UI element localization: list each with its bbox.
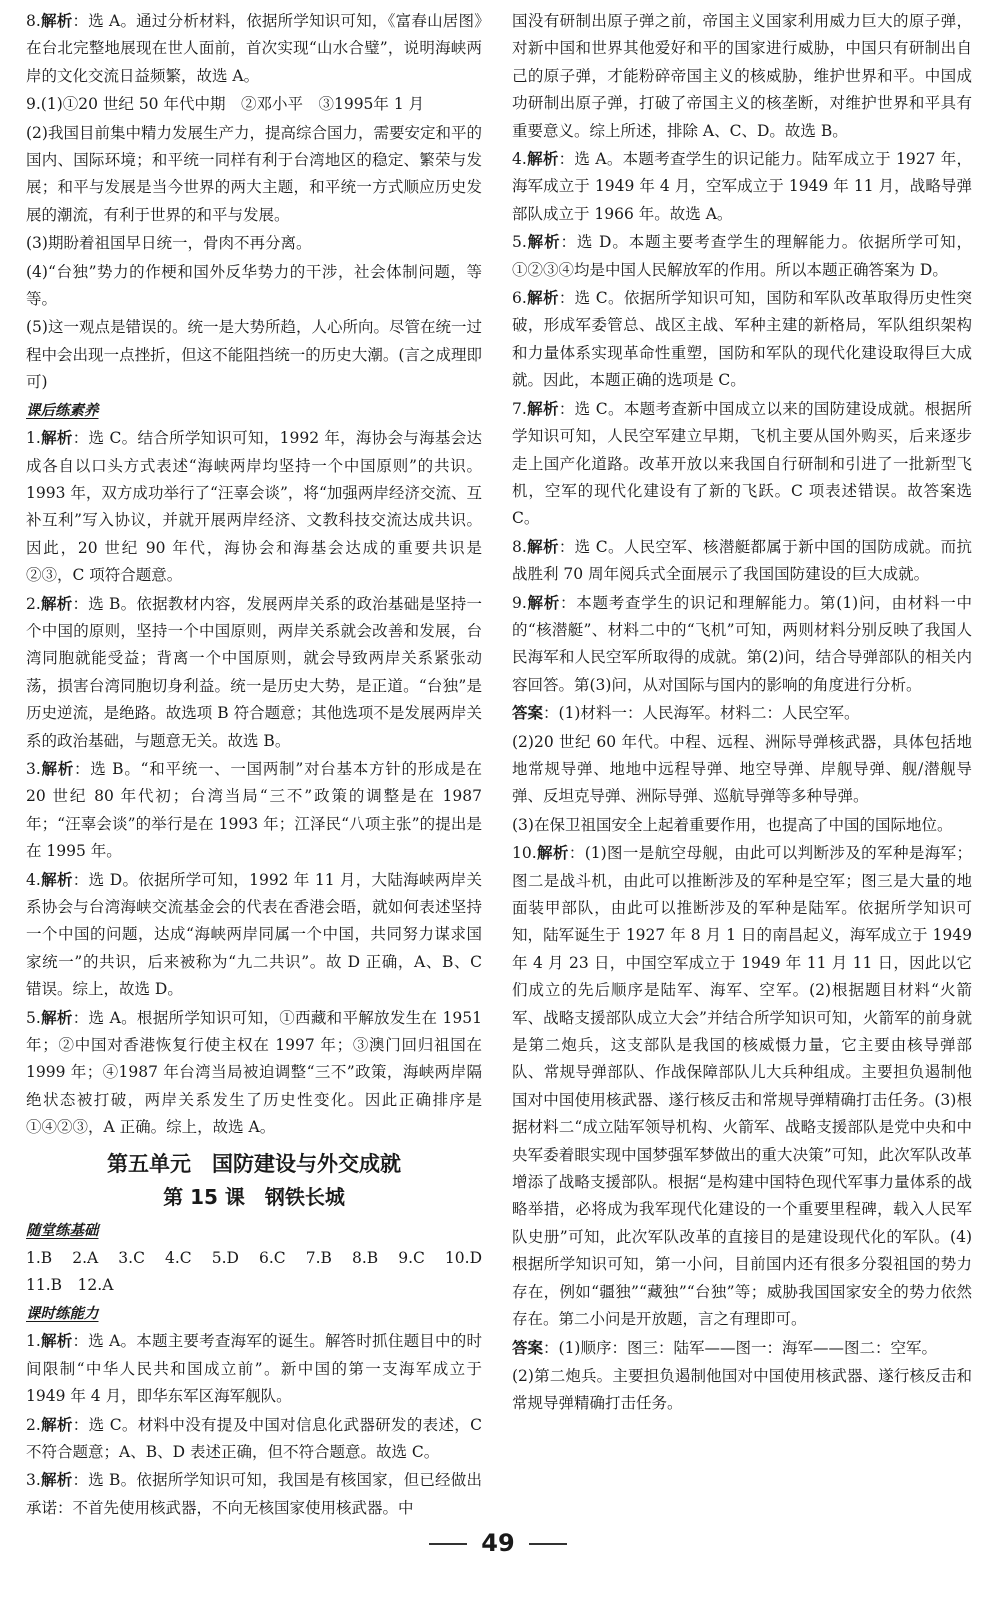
- answer-keyword: 解析: [526, 537, 559, 556]
- answer-paragraph: [26, 314, 482, 396]
- answer-keyword: 解析: [40, 12, 73, 30]
- answer-text: ：选 C。依据所学知识可知，国防和军队改革取得历史性突破，形成军委管总、战区主战、军种主建的新格局，军队组织架构和力量体系实现革命性重塑，国防和军队的现代化建设取得巨大成就。因此，本题正确的选项是 C。: [512, 289, 972, 390]
- question-number: 1.: [26, 429, 41, 448]
- answer-paragraph: [512, 285, 972, 395]
- answer-text: ：(1)图一是航空母舰，由此可以判断涉及的军种是海军；图二是战斗机，由此可以推断涉及的军种是空军；图三是大量的地面装甲部队，由此可以推断涉及的军种是陆军。依据所学知识可知，陆军诞生于 1927 年 8 月 1 日的南昌起义，海军成立于 1949 年 4 月 23 日，中国空军成立于 1949 年 11 月 11 日，因此以它们成立的先后顺序是陆军、海军、空军。(2)根据题目材料“火箭军、战略支援部队成立大会”并结合所学知识可知，火箭军的前身就是第二炮兵，这支部队是我国的核威慑力量，它主要由核导弹部队、常规导弹部队、作战保障部队儿大兵种组成。主要担负遏制他国对中国使用核武器、遂行核反击和常规导弹精确打击任务。(3)根据材料二“成立陆军领导机构、火箭军、战略支援部队是党中央和中央军委着眼实现中国梦强军梦做出的重大决策”可知，此次军队改革增添了战略支援部队。根据“是构建中国特色现代军事力量体系的战略举措，必将成为我军现代化建设的一个重要里程碑，载入人民军队史册”可知，此次军队改革的直接目的是建设现代化的军队。(4)根据所学知识可知，第一小问，目前国内还有很多分裂祖国的势力存在，例如“疆独”“藏独”“台独”等；威胁我国国家安全的势力依然存在。第二小问是开放题，言之有理即可。: [512, 844, 972, 1329]
- question-number: 2.: [26, 594, 41, 613]
- question-number: 1.: [26, 1332, 41, 1351]
- answer-text: 国没有研制出原子弹之前，帝国主义国家利用威力巨大的原子弹，对新中国和世界其他爱好和平的国家进行威胁，中国只有研制出自己的原子弹，才能粉碎帝国主义的核威胁，维护世界和平。中国成功研制出原子弹，打破了帝国主义的核垄断，对维护世界和平具有重要意义。综上所述，排除 A、C、D。故选 B。: [512, 12, 972, 140]
- answer-text: ：选 D。依据所学可知，1992 年 11 月，大陆海峡两岸关系协会与台湾海峡交流基金会的代表在香港会晤，就如何表述坚持一个中国的问题，达成“海峡两岸同属一个中国，共同努力谋求国家统一”的共识，后来被称为“九二共识”。故 D 正确，A、B、C 错误。综上，故选 D。: [26, 870, 482, 999]
- answer-text: ：选 C。本题考查新中国成立以来的国防建设成就。根据所学知识可知，人民空军建立早期，飞机主要从国外购买，后来逐步走上国产化道路。改革开放以来我国自行研制和引进了一批新型飞机，空军的现代化建设有了新的飞跃。C 项表述错误。故答案选 C。: [512, 399, 972, 528]
- question-number: 10.: [512, 844, 537, 863]
- answer-text: (5)这一观点是错误的。统一是大势所趋，人心所向。尽管在统一过程中会出现一点挫折，但这不能阻挡统一的历史大潮。(言之成理即可): [26, 318, 482, 392]
- answer-paragraph: [26, 8, 482, 90]
- answer-text: ：选 B。依据所学知识可知，我国是有核国家，但已经做出承诺：不首先使用核武器，不向无核国家使用核武器。中: [26, 1471, 482, 1517]
- answer-text: ：选 B。“和平统一、一国两制”对台基本方针的形成是在 20 世纪 80 年代初；台湾当局“三不”政策的调整是在 1987 年；“汪辜会谈”的举行是在 1993 年；江泽民“八项主张”的提出是在 1995 年。: [26, 759, 482, 861]
- answer-keyword: 解析: [526, 233, 561, 252]
- answer-keyword: 解析: [40, 429, 73, 448]
- section-heading: 课后练素养: [26, 402, 99, 419]
- answer-text: ：选 A。根据所学知识可知，①西藏和平解放发生在 1951 年；②中国对香港恢复行使主权在 1997 年；③澳门回归祖国在 1999 年；④1987 年台湾当局被迫调整“三不”政策，海峡两岸隔绝状态被打破，两岸关系发生了历史性变化。因此正确排序是①④②③，A 正确。综上，故选 A。: [26, 1008, 482, 1137]
- answer-paragraph: [26, 867, 482, 1004]
- answer-keyword: 解析: [526, 289, 559, 308]
- question-number: 2.: [26, 1415, 41, 1434]
- answer-paragraph: [512, 729, 972, 811]
- unit-title: 第五单元 国防建设与外交成就: [107, 1151, 401, 1176]
- answer-keyword: 解析: [40, 870, 73, 889]
- answer-paragraph: [512, 812, 972, 839]
- answer-paragraph: [512, 146, 972, 228]
- answer-paragraph: [26, 591, 482, 755]
- answer-paragraph: [26, 1245, 498, 1300]
- answer-paragraph: [26, 1412, 482, 1467]
- answer-paragraph: [512, 590, 972, 700]
- answer-text: (3)期盼着祖国早日统一，骨肉不再分离。: [26, 234, 312, 253]
- answer-paragraph: [26, 91, 482, 118]
- answer-keyword: 解析: [40, 594, 73, 613]
- answer-keyword: 解析: [526, 399, 559, 418]
- answer-paragraph: [26, 1467, 482, 1522]
- left-column: [26, 8, 498, 1523]
- answer-text: ：本题考查学生的识记和理解能力。第(1)问，由材料一中的“核潜艇”、材料二中的“飞机”可知，两则材料分别反映了我国人民海军和人民空军所取得的成就。第(2)问，结合导弹部队的相关内容回答。第(3)问，从对国际与国内的影响的角度进行分析。: [512, 593, 972, 694]
- answer-text: ：选 A。本题主要考查海军的诞生。解答时抓住题目中的时间限制“中华人民共和国成立前”。新中国的第一支海军成立于 1949 年 4 月，即华东军区海军舰队。: [26, 1332, 482, 1406]
- question-number: 8.: [512, 537, 527, 556]
- section-heading: 课时练能力: [26, 1305, 99, 1322]
- answer-paragraph: [26, 1005, 482, 1142]
- answer-paragraph: [26, 1328, 482, 1410]
- answer-keyword: 答案: [512, 704, 544, 723]
- answer-keyword: 解析: [40, 1415, 73, 1434]
- answer-paragraph: [512, 1363, 972, 1418]
- question-number: 6.: [512, 289, 527, 308]
- answer-keyword: 解析: [40, 759, 75, 778]
- question-number: 3.: [26, 1471, 41, 1490]
- answer-paragraph: [512, 534, 972, 589]
- question-number: 8.: [26, 12, 41, 30]
- answer-text: ：选 C。材料中没有提及中国对信息化武器研发的表述，C 不符合题意；A、B、D 表述正确，但不符合题意。故选 C。: [26, 1415, 482, 1461]
- answer-text: 1.B 2.A 3.C 4.C 5.D 6.C 7.B 8.B 9.C 10.D 11.B 12.A: [26, 1249, 498, 1295]
- question-number: 5.: [26, 1008, 41, 1027]
- answer-paragraph: [512, 840, 972, 1333]
- answer-text: ：选 C。人民空军、核潜艇都属于新中国的国防成就。而抗战胜利 70 周年阅兵式全面展示了我国国防建设的巨大成就。: [512, 537, 972, 584]
- footer-dash-right: [529, 1543, 567, 1545]
- answer-paragraph: [512, 1335, 972, 1362]
- answer-paragraph: [512, 396, 972, 533]
- answer-keyword: 解析: [40, 1008, 73, 1027]
- answer-text: ：(1)材料一：人民海军。材料二：人民空军。: [543, 704, 860, 723]
- lesson-title: 第 15 课 钢铁长城: [163, 1184, 345, 1209]
- answer-paragraph: [512, 700, 972, 727]
- answer-paragraph: [26, 230, 482, 257]
- answer-text: (2)我国目前集中精力发展生产力，提高综合国力，需要安定和平的国内、国际环境；和平统一同样有利于台湾地区的稳定、繁荣与发展；和平与发展是当今世界的两大主题，和平统一方式顺应历史发展的潮流，有利于世界的和平与发展。: [26, 123, 482, 224]
- page-number: 49: [481, 1529, 515, 1557]
- section-heading: 随堂练基础: [26, 1222, 99, 1239]
- answer-paragraph: [26, 259, 482, 314]
- answer-text: (3)在保卫祖国安全上起着重要作用，也提高了中国的国际地位。: [512, 815, 953, 834]
- footer-dash-left: [429, 1543, 467, 1545]
- question-number: 4.: [26, 870, 41, 889]
- answer-text: (2)20 世纪 60 年代。中程、远程、洲际导弹核武器，具体包括地地常规导弹、地地中远程导弹、地空导弹、岸舰导弹、舰/潜舰导弹、反坦克导弹、洲际导弹、巡航导弹等多种导弹。: [512, 732, 972, 806]
- answer-paragraph: [26, 425, 482, 589]
- page-footer: [0, 1530, 996, 1557]
- answer-text: ：选 A。本题考查学生的识记能力。陆军成立于 1927 年，海军成立于 1949 年 4 月，空军成立于 1949 年 11 月，战略导弹部队成立于 1966 年。故选 A。: [512, 150, 972, 223]
- answer-paragraph: [26, 756, 482, 866]
- answer-text: (4)“台独”势力的作梗和国外反华势力的干涉，社会体制问题，等等。: [26, 262, 482, 309]
- answer-text: 9.(1)①20 世纪 50 年代中期 ②邓小平 ③1995年 1 月: [26, 95, 425, 114]
- answer-text: ：(1)顺序：图三：陆军——图一：海军——图二：空军。: [543, 1338, 937, 1357]
- answer-keyword: 解析: [526, 593, 561, 612]
- answer-text: (2)第二炮兵。主要担负遏制他国对中国使用核武器、遂行核反击和常规导弹精确打击任务。: [512, 1366, 972, 1413]
- answer-text: ：选 B。依据教材内容，发展两岸关系的政治基础是坚持一个中国的原则，坚持一个中国原则，两岸关系就会改善和发展，台湾同胞就能受益；背离一个中国原则，就会导致两岸关系紧张动荡，损害台湾同胞切身利益。统一是历史大势，是正道。“台独”是历史逆流，是绝路。故选项 B 符合题意；其他选项不是发展两岸关系的政治基础，与题意无关。故选 B。: [26, 594, 482, 750]
- answer-text: ：选 D。本题主要考查学生的理解能力。依据所学可知，①②③④均是中国人民解放军的作用。所以本题正确答案为 D。: [512, 233, 972, 279]
- answer-paragraph: [512, 229, 972, 284]
- answer-keyword: 解析: [526, 150, 559, 169]
- answer-keyword: 解析: [536, 844, 569, 863]
- answer-text: ：选 A。通过分析材料，依据所学知识可知，《富春山居图》在台北完整地展现在世人面前，首次实现“山水合璧”，说明海峡两岸的文化交流日益频繁，故选 A。: [26, 12, 482, 85]
- question-number: 4.: [512, 150, 527, 169]
- question-number: 3.: [26, 759, 41, 778]
- answer-keyword: 解析: [40, 1471, 73, 1490]
- answer-keyword: 解析: [40, 1332, 73, 1351]
- question-number: 9.: [512, 593, 527, 612]
- question-number: 7.: [512, 399, 527, 418]
- answer-text: ：选 C。结合所学知识可知，1992 年，海协会与海基会达成各自以口头方式表述“海峡两岸均坚持一个中国原则”的共识。1993 年，双方成功举行了“汪辜会谈”，将“加强两岸经济交流、互补互利”写入协议，并就开展两岸经济、文教科技交流达成共识。因此，20 世纪 90 年代，海协会和海基会达成的重要共识是②③，C 项符合题意。: [26, 429, 482, 585]
- answer-paragraph: [26, 120, 482, 230]
- answer-keyword: 答案: [512, 1338, 544, 1357]
- question-number: 5.: [512, 233, 527, 252]
- answer-paragraph: [512, 8, 972, 145]
- right-column: [512, 8, 972, 1419]
